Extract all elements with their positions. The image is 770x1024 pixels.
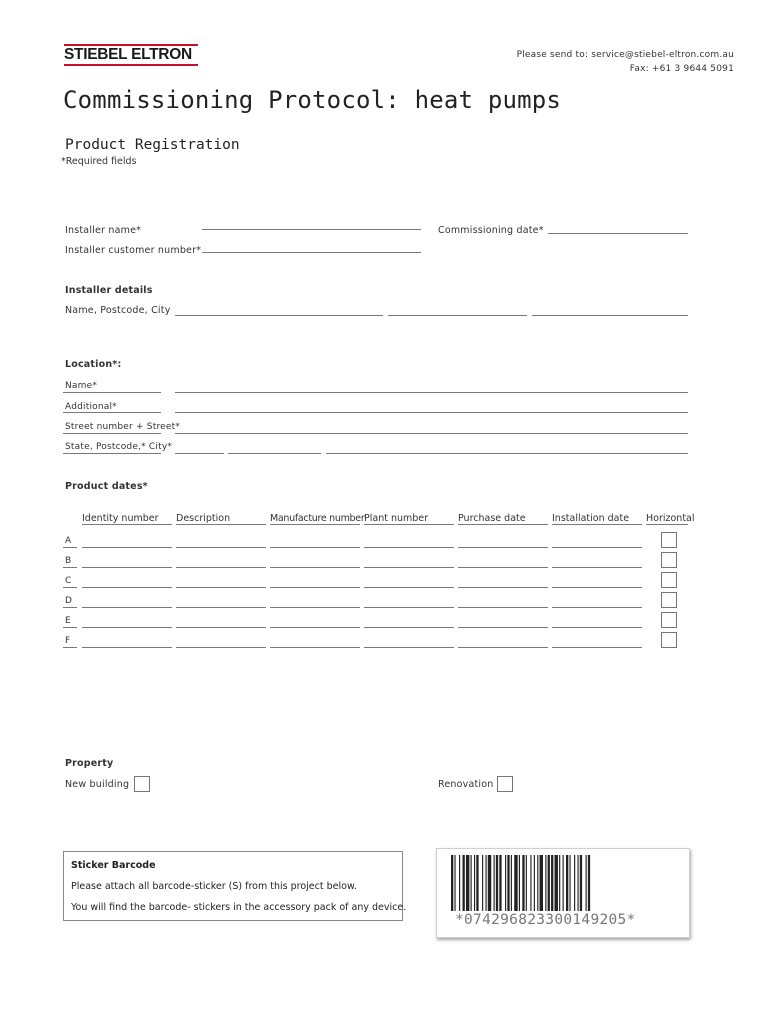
new-building-label: New building — [65, 779, 130, 790]
location-street-field[interactable] — [175, 433, 688, 434]
location-street-label: Street number + Street* — [65, 422, 181, 432]
row-c-purchase-date-field[interactable] — [458, 587, 548, 588]
header-underline — [270, 524, 360, 525]
row-label-underline — [63, 607, 77, 608]
row-e-description-field[interactable] — [176, 627, 266, 628]
commissioning-date-label: Commissioning date* — [438, 225, 544, 236]
row-c-identity-field[interactable] — [82, 587, 172, 588]
renovation-label: Renovation — [438, 779, 494, 790]
row-label-underline — [63, 587, 77, 588]
barcode-number: *074296823300149205* — [455, 912, 636, 928]
row-a-identity-field[interactable] — [82, 547, 172, 548]
row-a-purchase-date-field[interactable] — [458, 547, 548, 548]
contact-info — [517, 48, 734, 76]
header-underline — [176, 524, 266, 525]
row-c-horizontal-checkbox[interactable] — [661, 572, 677, 588]
location-name-label: Name* — [65, 381, 98, 391]
row-b-purchase-date-field[interactable] — [458, 567, 548, 568]
installer-details-heading: Installer details — [65, 285, 153, 296]
sticker-instruction-2: You will find the barcode- stickers in the accessory pack of any device. — [71, 902, 407, 913]
commissioning-date-field[interactable] — [548, 233, 688, 234]
row-a-plant-field[interactable] — [364, 547, 454, 548]
row-b-installation-date-field[interactable] — [552, 567, 642, 568]
header-underline — [82, 524, 172, 525]
required-note: *Required fields — [61, 156, 137, 167]
col-purchase-date: Purchase date — [458, 513, 526, 524]
header-underline — [552, 524, 642, 525]
location-label-underline — [63, 433, 161, 434]
property-heading: Property — [65, 758, 114, 769]
row-f-purchase-date-field[interactable] — [458, 647, 548, 648]
renovation-checkbox[interactable] — [497, 776, 513, 792]
row-d-manufacture-field[interactable] — [270, 607, 360, 608]
installer-details-city-field[interactable] — [532, 315, 688, 316]
location-label-underline — [63, 453, 161, 454]
installer-details-name-field[interactable] — [175, 315, 383, 316]
contact-email: Please send to: service@stiebel-eltron.com.au — [516, 50, 734, 60]
row-f-horizontal-checkbox[interactable] — [661, 632, 677, 648]
location-postcode-field[interactable] — [228, 453, 321, 454]
row-e-manufacture-field[interactable] — [270, 627, 360, 628]
row-f-identity-field[interactable] — [82, 647, 172, 648]
col-horizontal: Horizontal — [646, 513, 695, 524]
row-f-manufacture-field[interactable] — [270, 647, 360, 648]
row-b-manufacture-field[interactable] — [270, 567, 360, 568]
page-title: Commissioning Protocol: heat pumps — [63, 86, 562, 114]
location-name-field[interactable] — [175, 392, 688, 393]
row-d-description-field[interactable] — [176, 607, 266, 608]
row-label-underline — [63, 647, 77, 648]
row-label-a: A — [65, 536, 72, 546]
barcode-sticker — [436, 848, 690, 938]
location-heading: Location*: — [65, 359, 122, 370]
contact-fax: Fax: +61 3 9644 5091 — [629, 64, 734, 74]
installer-customer-number-field[interactable] — [202, 252, 421, 253]
row-b-identity-field[interactable] — [82, 567, 172, 568]
row-label-underline — [63, 627, 77, 628]
installer-customer-number-label: Installer customer number* — [65, 245, 202, 256]
sticker-instruction-1: Please attach all barcode-sticker (S) from this project below. — [71, 881, 357, 892]
header-underline — [646, 524, 688, 525]
row-d-identity-field[interactable] — [82, 607, 172, 608]
row-d-horizontal-checkbox[interactable] — [661, 592, 677, 608]
row-f-plant-field[interactable] — [364, 647, 454, 648]
logo-bottom-bar — [64, 64, 198, 66]
barcode-icon — [449, 855, 679, 913]
row-label-underline — [63, 567, 77, 568]
installer-name-label: Installer name* — [65, 225, 142, 236]
location-label-underline — [63, 412, 161, 413]
row-label-b: B — [65, 556, 72, 566]
row-a-manufacture-field[interactable] — [270, 547, 360, 548]
location-additional-label: Additional* — [65, 402, 117, 412]
row-c-manufacture-field[interactable] — [270, 587, 360, 588]
new-building-checkbox[interactable] — [134, 776, 150, 792]
row-b-horizontal-checkbox[interactable] — [661, 552, 677, 568]
col-identity-number: Identity number — [82, 513, 159, 524]
stiebel-eltron-logo — [64, 44, 198, 66]
row-f-installation-date-field[interactable] — [552, 647, 642, 648]
product-dates-heading: Product dates* — [65, 481, 148, 492]
location-state-label: State, Postcode,* City* — [65, 442, 173, 452]
installer-details-label: Name, Postcode, City — [65, 305, 171, 316]
sticker-heading: Sticker Barcode — [71, 860, 156, 871]
row-label-e: E — [65, 616, 71, 626]
location-city-field[interactable] — [326, 453, 688, 454]
row-b-description-field[interactable] — [176, 567, 266, 568]
row-b-plant-field[interactable] — [364, 567, 454, 568]
row-d-plant-field[interactable] — [364, 607, 454, 608]
col-manufacture-number: Manufacture number — [270, 513, 365, 524]
sticker-barcode-box — [63, 851, 407, 921]
row-label-f: F — [65, 636, 71, 646]
header-underline — [458, 524, 548, 525]
installer-name-field[interactable] — [202, 229, 421, 230]
row-e-installation-date-field[interactable] — [552, 627, 642, 628]
row-a-installation-date-field[interactable] — [552, 547, 642, 548]
location-state-field[interactable] — [175, 453, 224, 454]
row-c-installation-date-field[interactable] — [552, 587, 642, 588]
location-additional-field[interactable] — [175, 412, 688, 413]
row-d-installation-date-field[interactable] — [552, 607, 642, 608]
row-e-horizontal-checkbox[interactable] — [661, 612, 677, 628]
row-label-c: C — [65, 576, 72, 586]
row-c-plant-field[interactable] — [364, 587, 454, 588]
col-plant-number: Plant number — [364, 513, 429, 524]
row-c-description-field[interactable] — [176, 587, 266, 588]
installer-details-postcode-field[interactable] — [388, 315, 527, 316]
header-underline — [364, 524, 454, 525]
col-installation-date: Installation date — [552, 513, 630, 524]
location-label-underline — [63, 392, 161, 393]
row-e-identity-field[interactable] — [82, 627, 172, 628]
page-subtitle: Product Registration — [65, 137, 240, 153]
row-e-plant-field[interactable] — [364, 627, 454, 628]
row-f-description-field[interactable] — [176, 647, 266, 648]
row-label-underline — [63, 547, 77, 548]
row-d-purchase-date-field[interactable] — [458, 607, 548, 608]
row-a-description-field[interactable] — [176, 547, 266, 548]
row-e-purchase-date-field[interactable] — [458, 627, 548, 628]
col-description: Description — [176, 513, 231, 524]
logo-text: STIEBEL ELTRON — [64, 46, 192, 63]
row-label-d: D — [65, 596, 72, 606]
row-a-horizontal-checkbox[interactable] — [661, 532, 677, 548]
